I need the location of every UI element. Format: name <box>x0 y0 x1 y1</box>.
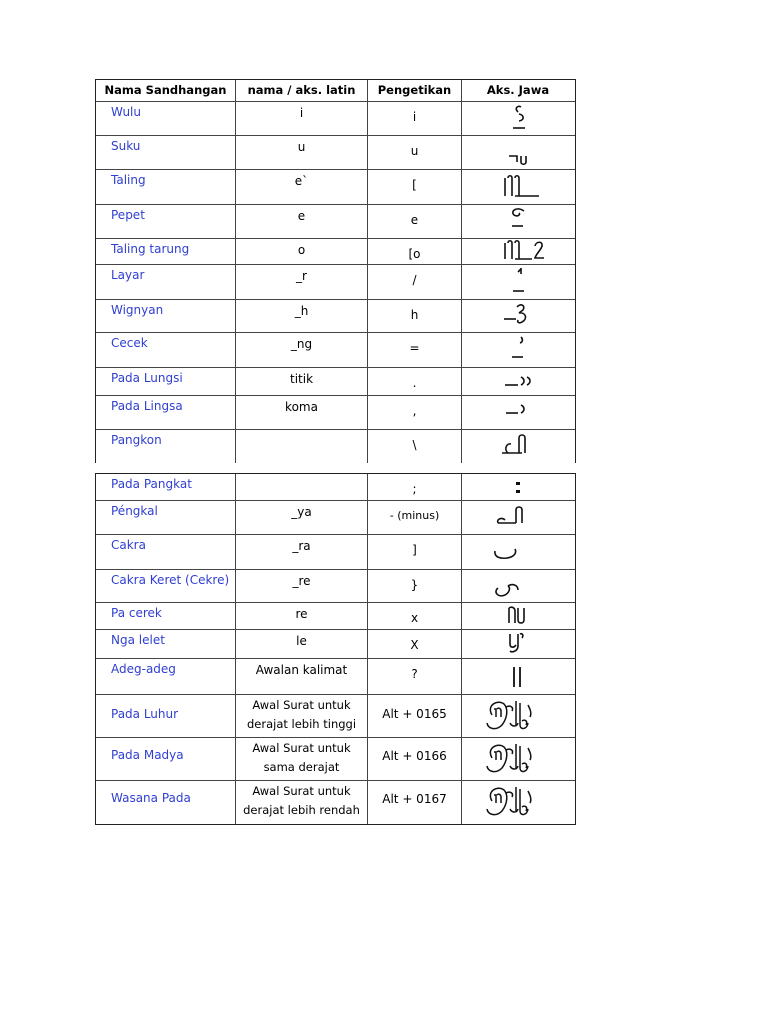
table-row <box>96 473 575 501</box>
table-header-row <box>96 79 575 102</box>
table-row <box>96 239 575 265</box>
row-latin-line-2: sama derajat <box>263 760 340 774</box>
row-ketik: Alt + 0165 <box>367 695 461 737</box>
suku-glyph <box>461 136 574 169</box>
table-row <box>96 430 575 463</box>
row-latin <box>235 430 367 463</box>
row-name: Pada Lingsa <box>111 399 183 413</box>
pada-pangkat-glyph <box>461 474 574 500</box>
table-row <box>96 501 575 535</box>
row-name: Suku <box>111 139 141 153</box>
row-latin: _r <box>235 265 367 299</box>
row-ketik: \ <box>367 430 461 463</box>
wasana-pada-glyph <box>461 781 574 824</box>
row-latin: Awalan kalimat <box>235 659 367 694</box>
sandhangan-table-part-1 <box>95 79 576 463</box>
layar-glyph <box>461 265 574 299</box>
row-name: Taling tarung <box>111 242 190 256</box>
row-latin-multiline <box>235 781 367 824</box>
row-name: Pangkon <box>111 433 162 447</box>
row-ketik: e <box>367 205 461 238</box>
row-ketik: ] <box>367 535 461 569</box>
row-name: Pada Lungsi <box>111 371 183 385</box>
row-ketik: u <box>367 136 461 169</box>
row-latin: o <box>235 239 367 264</box>
sandhangan-table-part-2 <box>95 473 576 825</box>
row-name: Wulu <box>111 105 141 119</box>
header-nama-aks-latin: nama / aks. latin <box>235 80 367 101</box>
row-name: Nga lelet <box>111 633 165 647</box>
header-pengetikan: Pengetikan <box>367 80 461 101</box>
row-latin-line-1: Awal Surat untuk <box>252 698 351 712</box>
row-latin-multiline <box>235 738 367 780</box>
table-row <box>96 300 575 333</box>
pada-luhur-glyph <box>461 695 574 737</box>
row-ketik: x <box>367 603 461 629</box>
row-name: Pada Luhur <box>111 707 179 721</box>
row-latin: e` <box>235 170 367 204</box>
row-name: Péngkal <box>111 504 158 518</box>
row-name: Pada Pangkat <box>111 477 192 491</box>
row-latin-line-2: derajat lebih rendah <box>243 803 360 817</box>
row-latin: _h <box>235 300 367 332</box>
row-latin <box>235 474 367 500</box>
row-ketik: h <box>367 300 461 332</box>
row-ketik: ; <box>367 474 461 500</box>
row-latin: u <box>235 136 367 169</box>
row-name: Adeg-adeg <box>111 662 176 676</box>
row-ketik: [o <box>367 239 461 264</box>
row-ketik: Alt + 0166 <box>367 738 461 780</box>
wignyan-glyph <box>461 300 574 332</box>
row-name: Cakra Keret (Cekre) <box>111 573 230 587</box>
row-ketik: , <box>367 396 461 429</box>
table-row <box>96 396 575 430</box>
row-name: Layar <box>111 268 145 282</box>
table-row <box>96 738 575 781</box>
row-latin: koma <box>235 396 367 429</box>
row-ketik: ? <box>367 659 461 694</box>
table-row <box>96 781 575 824</box>
row-ketik: i <box>367 102 461 135</box>
table-row <box>96 136 575 170</box>
pada-lingsa-glyph <box>461 396 574 429</box>
row-name: Pepet <box>111 208 145 222</box>
row-latin: e <box>235 205 367 238</box>
row-name: Wignyan <box>111 303 164 317</box>
row-ketik: Alt + 0167 <box>367 781 461 824</box>
taling-tarung-glyph <box>461 239 574 264</box>
pangkon-glyph <box>461 430 574 463</box>
row-ketik: = <box>367 333 461 367</box>
row-ketik: } <box>367 570 461 602</box>
table-row <box>96 659 575 695</box>
row-latin-multiline <box>235 695 367 737</box>
table-row <box>96 170 575 205</box>
cakra-glyph <box>461 535 574 569</box>
row-ketik: [ <box>367 170 461 204</box>
table-row <box>96 265 575 300</box>
row-latin: le <box>235 630 367 658</box>
row-latin: titik <box>235 368 367 395</box>
adeg-adeg-glyph <box>461 659 574 694</box>
row-name: Cakra <box>111 538 146 552</box>
pada-madya-glyph <box>461 738 574 780</box>
row-name: Cecek <box>111 336 148 350</box>
table-row <box>96 535 575 570</box>
pepet-glyph <box>461 205 574 238</box>
row-latin: i <box>235 102 367 135</box>
pada-lungsi-glyph <box>461 368 574 395</box>
wulu-glyph <box>461 102 574 135</box>
table-row <box>96 603 575 630</box>
row-ketik: . <box>367 368 461 395</box>
pengkal-glyph <box>461 501 574 534</box>
row-name: Pada Madya <box>111 748 184 762</box>
row-latin: _ng <box>235 333 367 367</box>
row-ketik: X <box>367 630 461 658</box>
taling-glyph <box>461 170 574 204</box>
row-latin-line-1: Awal Surat untuk <box>252 784 351 798</box>
cakra-keret-glyph <box>461 570 574 602</box>
row-ketik: / <box>367 265 461 299</box>
table-row <box>96 695 575 738</box>
pa-cerek-glyph <box>461 603 574 629</box>
table-row <box>96 102 575 136</box>
row-latin: _ra <box>235 535 367 569</box>
row-latin-line-1: Awal Surat untuk <box>252 741 351 755</box>
table-row <box>96 205 575 239</box>
row-name: Pa cerek <box>111 606 162 620</box>
row-name: Taling <box>111 173 146 187</box>
header-nama-sandhangan: Nama Sandhangan <box>104 83 227 97</box>
nga-lelet-glyph <box>461 630 574 658</box>
table-row <box>96 570 575 603</box>
row-latin: re <box>235 603 367 629</box>
table-row <box>96 333 575 368</box>
row-ketik: - (minus) <box>367 501 461 534</box>
table-row <box>96 368 575 396</box>
table-row <box>96 630 575 659</box>
row-latin: _re <box>235 570 367 602</box>
cecek-glyph <box>461 333 574 367</box>
row-latin-line-2: derajat lebih tinggi <box>246 717 357 731</box>
row-latin: _ya <box>235 501 367 534</box>
header-aks-jawa: Aks. Jawa <box>461 80 574 101</box>
row-name: Wasana Pada <box>111 791 191 805</box>
